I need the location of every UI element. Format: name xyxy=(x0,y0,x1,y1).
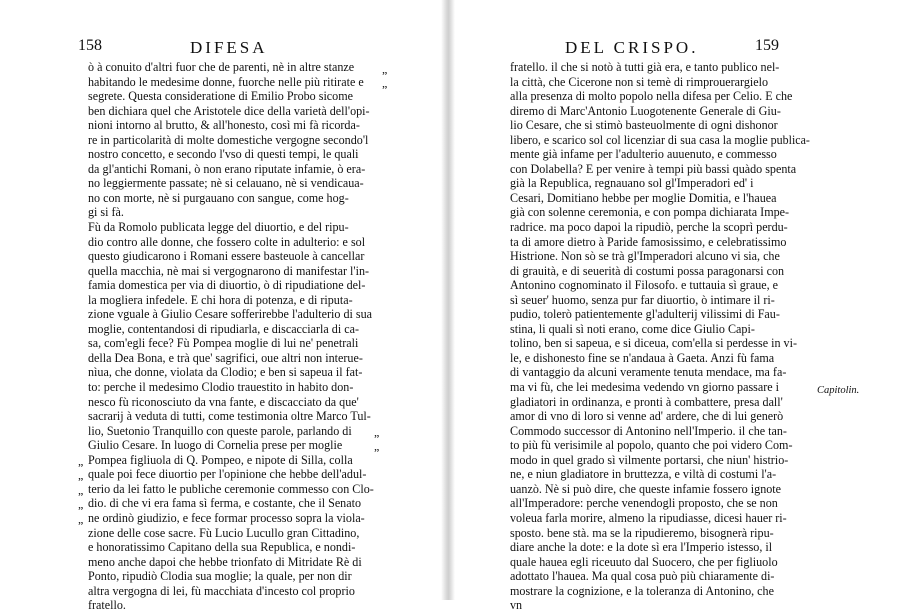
text-line: libero, e scarico sol col licenziar di sua casa la moglie publica- xyxy=(510,132,810,147)
quote-mark: „ xyxy=(78,497,84,511)
text-line: to: perche il medesimo Clodio trauestito in habito don- xyxy=(88,380,354,395)
quote-mark: „ xyxy=(382,76,388,90)
text-line: di grauità, e di seuerità di costumi possa paragonarsi con xyxy=(510,263,785,278)
text-line: lio Cesare, che si stimò basteuolmente di ogni dishonor xyxy=(510,118,778,133)
text-line: mostrare la cognizione, e la toleranza di Antonino, che xyxy=(510,583,774,598)
text-line: mente già infame per l'adulterio auuenuto, e commesso xyxy=(510,147,777,162)
text-line: sposto. bene stà. ma se la ripudieremo, bisognerà ripu- xyxy=(510,525,774,540)
text-line: Giulio Cesare. In luogo di Cornelia prese per moglie xyxy=(88,438,343,453)
text-line: Ponto, ripudiò Clodia sua moglie; la quale, per non dir xyxy=(88,569,352,584)
text-line: questo giudicarono i Romani essere basteuole à cancellar xyxy=(88,249,365,264)
left-page xyxy=(0,0,445,613)
text-line: ta di amore dietro à Paride famosissimo, e celebratissimo xyxy=(510,234,787,249)
text-line: voleua farla morire, almeno la ripudiasse, dicesi hauer ri- xyxy=(510,510,787,525)
text-line: pudio, tolerò patientemente gl'adulterij vilissimi di Fau- xyxy=(510,307,780,322)
text-line: quella macchia, nè mai si vergognarono di manifestar l'in- xyxy=(88,263,370,278)
text-line: famia domestica per via di diuortio, ò di ripudiatione del- xyxy=(88,278,366,293)
text-line: diare anche la dote: e la dote sì era l'Imperio istesso, il xyxy=(510,540,773,555)
text-line: diremo di Marc'Antonio Luogotenente Generale di Giu- xyxy=(510,103,781,118)
text-line: gladiatori in ordinanza, e pronti à combattere, presa dall' xyxy=(510,394,783,409)
text-line: terio da lei fatto le publiche ceremonie commesso con Clo- xyxy=(88,481,374,496)
text-line: già con solenne ceremonia, e con pompa dichiarata Impe- xyxy=(510,205,790,220)
right-page xyxy=(455,0,900,613)
text-line: no con morte, nè si purgauano con sangue, come hog- xyxy=(88,190,349,205)
text-line: segrete. Questa consideratione di Emilio Probo sicome xyxy=(88,89,353,104)
margin-note: Capitolin. xyxy=(817,385,860,396)
text-line: habitando le medesime donne, fuorche nelle più ritirate e xyxy=(88,74,364,89)
left-page-text xyxy=(88,60,378,613)
text-line: all'Imperadore: perche venendogli proposto, che se non xyxy=(510,496,778,511)
text-line: adottato l'hauea. Ma qual cosa può più chiaramente di- xyxy=(510,569,775,584)
text-line: amor di vno di loro si venne ad' ardere, che di lui generò xyxy=(510,409,784,424)
running-head-right: DEL CRISPO. xyxy=(565,38,699,57)
text-line: fratello. xyxy=(88,598,126,613)
text-line: stina, li quali sì noti erano, come dice Giulio Capi- xyxy=(510,321,755,336)
quote-mark: „ xyxy=(374,439,380,453)
text-line: uanzò. Nè si può dire, che queste infamie fossero ignote xyxy=(510,481,782,496)
text-line: alla presenza di molto popolo nella difesa per Celio. E che xyxy=(510,89,793,104)
text-line: fratello. il che si notò à tutti già era, e tanto publico nel- xyxy=(510,60,780,74)
text-line: tolino, ben si sapeua, e si diceua, com'ella si perdesse in vi- xyxy=(510,336,797,351)
text-line: no leggiermente passate; nè si celauano, nè si vendicaua- xyxy=(88,176,364,191)
text-line: radrice. ma poco dapoi la ripudiò, perche la scoprì perdu- xyxy=(510,220,788,235)
book-gutter xyxy=(441,0,455,600)
text-line: dio. di che vi era fama sì ferma, e costante, che il Senato xyxy=(88,496,362,511)
text-line: con Dolabella? E per venire à tempi più bassi quàdo spenta xyxy=(510,161,797,176)
text-line: altra vergogna di lei, fù macchiata d'incesto col proprio xyxy=(88,583,355,598)
text-line: Antonino cognominato il Filosofo. e tuttauia sì graue, e xyxy=(510,278,779,293)
text-line: della Dea Bona, e trà que' sagrifici, oue altri non interue- xyxy=(88,350,363,365)
text-line: re in particolarità di molte domestiche vergogne secondo'l xyxy=(88,132,369,147)
running-head-left: DIFESA xyxy=(190,38,268,57)
text-line: la mogliera infedele. E chi hora di potenza, e di riputa- xyxy=(88,292,353,307)
text-line: di vantaggio da alcuni veramente tenuta mendace, ma fa- xyxy=(510,365,787,380)
text-line: ben dichiara quel che Aristotele dice della varietà dell'opi- xyxy=(88,103,370,118)
quote-mark: „ xyxy=(382,62,388,76)
text-line: zione delle cose sacre. Fù Lucio Lucullo gran Cittadino, xyxy=(88,525,360,540)
text-line: quale poi fece diuortio per l'opinione che hebbe dell'adul- xyxy=(88,467,367,482)
text-line: dio contro alle donne, che fossero colte in adulterio: e sol xyxy=(88,234,366,249)
text-line: sacrarij à veduta di tutti, come testimonia oltre Marco Tul- xyxy=(88,409,371,424)
text-line: sì seuer' huomo, senza pur far diuortio, ò intimare il ri- xyxy=(510,292,775,307)
text-line: meno anche dapoi che hebbe trionfato di Mitridate Rè di xyxy=(88,554,362,569)
text-line: ò à conuito d'altri fuor che de parenti, nè in altre stanze xyxy=(88,60,355,74)
right-page-text xyxy=(510,60,810,613)
text-line: nesco fù riconosciuto da vna fante, e discacciato da que' xyxy=(88,394,359,409)
text-line: le, e dishonesto fine se n'andaua à Gaeta. Anzi fù fama xyxy=(510,350,775,365)
text-line: da gl'antichi Romani, ò non erano riputate infamie, ò era- xyxy=(88,161,366,176)
page-number-right: 159 xyxy=(755,37,779,54)
quote-mark: „ xyxy=(78,454,84,468)
text-line: Pompea figliuola di Q. Pompeo, e nipote di Silla, colla xyxy=(88,452,353,467)
text-line: lio, Suetonio Tranquillo con queste parole, parlando di xyxy=(88,423,352,438)
text-line: to più fù verisimile al popolo, quanto che poi videro Com- xyxy=(510,438,793,453)
text-line: nìua, che donne, violata da Clodio; e ben si sapeua il fat- xyxy=(88,365,363,380)
text-line: Histrione. Non sò se trà gl'Imperadori alcuno vi sia, che xyxy=(510,249,780,264)
text-line: nostro concetto, e secondo l'vso di questi tempi, le quali xyxy=(88,147,359,162)
text-line: vn xyxy=(510,598,523,613)
text-line: ne, e niun gladiatore in bruttezza, e viltà di costumi l'a- xyxy=(510,467,777,482)
quote-mark: „ xyxy=(78,483,84,497)
page-number-left: 158 xyxy=(78,37,102,54)
text-line: Commodo successor di Antonino nell'Imperio. il che tan- xyxy=(510,423,787,438)
text-line: la città, che Cicerone non si temè di rimprouerargielo xyxy=(510,74,769,89)
text-line: Cesari, Domitiano hebbe per moglie Domitia, e l'hauea xyxy=(510,190,777,205)
text-line: gi si fà. xyxy=(88,205,124,220)
text-line: nioni intorno al brutto, & all'honesto, così mi fà ricorda- xyxy=(88,118,360,133)
text-line: moglie, contentandosi di ripudiarla, e discacciarla di ca- xyxy=(88,321,359,336)
quote-mark: „ xyxy=(78,512,84,526)
text-line: Fù da Romolo publicata legge del diuortio, e del ripu- xyxy=(88,220,349,235)
text-line: modo in quel grado sì vilmente portarsi, che niun' histrio- xyxy=(510,452,789,467)
text-line: già la Republica, regnauano sol gl'Imperadori ed' i xyxy=(510,176,754,191)
text-line: e honoratissimo Capitano della sua Republica, e nondi- xyxy=(88,540,356,555)
text-line: ma vi fù, che lei medesima vedendo vn giorno passare i xyxy=(510,380,780,395)
text-line: quale hauea egli riceuuto dal Suocero, che per figliuolo xyxy=(510,554,778,569)
text-line: ne ordinò giudizio, e fece formar processo sopra la viola- xyxy=(88,510,365,525)
quote-mark: „ xyxy=(78,468,84,482)
text-line: sa, com'egli fece? Fù Pompea moglie di lui ne' penetrali xyxy=(88,336,359,351)
text-line: zione vguale à Giulio Cesare sofferirebbe l'adulterio di sua xyxy=(88,307,373,322)
quote-mark: „ xyxy=(374,425,380,439)
